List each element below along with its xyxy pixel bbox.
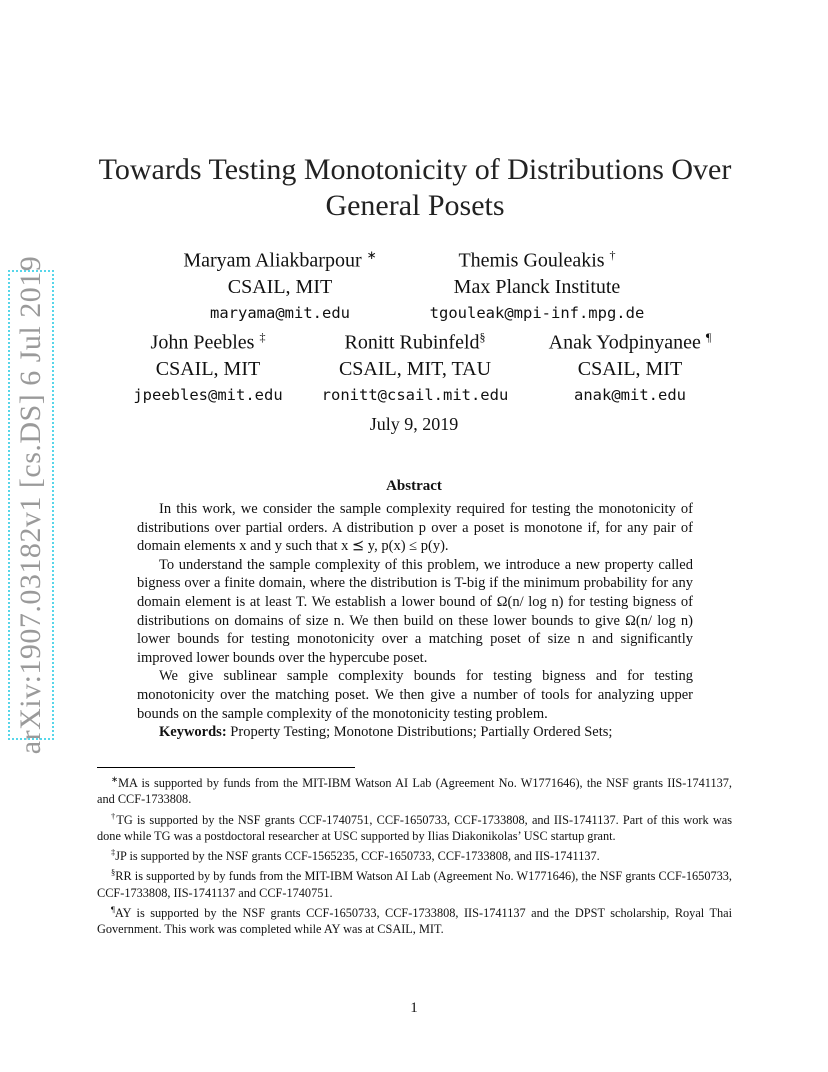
author-name: John Peebles bbox=[150, 331, 255, 354]
abstract-paragraph: To understand the sample complexity of this problem, we introduce a new property called bigness over a finite domain, where the distribution is T-big if the minimum probability for any domain element is at least T. We establish a lower bound of Ω(n/ log n) for testing bigness of distributions on domains of size n. We then build on these lower bounds to give Ω(n/ log n) lower bounds for testing monotonicity over a matching poset of size n and significantly improved lower bounds over the hypercube poset. bbox=[137, 556, 693, 666]
author-email[interactable]: jpeebles@mit.edu bbox=[133, 385, 283, 404]
footnote-mark: ∗ bbox=[111, 774, 119, 784]
footnote-mark: § bbox=[479, 330, 486, 344]
author-block bbox=[310, 324, 520, 408]
author-name: Maryam Aliakbarpour bbox=[183, 249, 362, 272]
abstract-body bbox=[137, 500, 693, 742]
footnote-mark: ¶ bbox=[705, 330, 712, 344]
footnote-mark: ‡ bbox=[259, 330, 266, 344]
footnote-text: TG is supported by the NSF grants CCF-1740751, CCF-1650733, CCF-1733808, and IIS-1741137. Part of this work was done while TG was a postdoctoral researcher at USC supported by Ilias Diakonikolas’ USC startup grant. bbox=[97, 812, 733, 843]
footnotes bbox=[97, 771, 732, 937]
footnote bbox=[97, 901, 732, 938]
arxiv-id: arXiv:1907.03182v1 [cs.DS] 6 Jul 2019 bbox=[14, 255, 47, 755]
author-affiliation: CSAIL, MIT, TAU bbox=[338, 357, 492, 380]
paper-title: Towards Testing Monotonicity of Distributions Over General Posets bbox=[98, 153, 732, 222]
author-name: Ronitt Rubinfeld bbox=[344, 331, 480, 354]
footnote-mark: § bbox=[111, 867, 116, 878]
footnote bbox=[97, 844, 732, 864]
footnote-mark: ∗ bbox=[366, 248, 377, 262]
paper-date: July 9, 2019 bbox=[369, 414, 459, 434]
author-email[interactable]: tgouleak@mpi-inf.mpg.de bbox=[429, 303, 645, 322]
author-block bbox=[525, 324, 735, 408]
keywords-label: Keywords: bbox=[159, 724, 227, 741]
footnote-mark: † bbox=[111, 810, 117, 821]
author-block bbox=[103, 324, 313, 408]
author-affiliation: CSAIL, MIT bbox=[577, 357, 683, 380]
footnote-rule bbox=[97, 767, 355, 768]
author-email[interactable]: anak@mit.edu bbox=[574, 385, 686, 404]
author-block bbox=[160, 242, 400, 326]
footnote-text: MA is supported by funds from the MIT-IBM Watson AI Lab (Agreement No. W1771646), the NSF grants IIS-1741137, and CCF-1733808. bbox=[97, 776, 732, 807]
footnote bbox=[97, 771, 732, 808]
abstract-paragraph: In this work, we consider the sample complexity required for testing the monotonicity of distributions over partial orders. A distribution p over a poset is monotone if, for any pair of domain elements x and y such that x ⪯ y, p(x) ≤ p(y). bbox=[137, 501, 693, 555]
author-email[interactable]: ronitt@csail.mit.edu bbox=[321, 385, 509, 404]
footnote-text: AY is supported by the NSF grants CCF-1650733, CCF-1733808, IIS-1741137 and the DPST scholarship, Royal Thai Government. This work was completed while AY was at CSAIL, MIT. bbox=[97, 905, 732, 937]
footnote bbox=[97, 864, 732, 901]
author-email[interactable]: maryama@mit.edu bbox=[210, 303, 350, 322]
keywords-text: Property Testing; Monotone Distributions; Partially Ordered Sets; bbox=[230, 724, 613, 741]
footnote-mark: † bbox=[609, 248, 616, 262]
page-number: 1 bbox=[410, 1000, 418, 1016]
author-affiliation: CSAIL, MIT bbox=[227, 275, 333, 298]
arxiv-stamp bbox=[8, 255, 54, 755]
author-block bbox=[412, 242, 662, 326]
footnote-mark: ¶ bbox=[111, 903, 115, 914]
author-affiliation: Max Planck Institute bbox=[453, 275, 621, 298]
author-name: Themis Gouleakis bbox=[458, 249, 605, 272]
abstract-paragraph: We give sublinear sample complexity bounds for testing bigness and for testing monotonicity over the matching poset. We then give a number of tools for analyzing upper bounds on the sample complexity of the monotonicity testing problem. bbox=[137, 668, 693, 722]
footnote-mark: ‡ bbox=[111, 847, 116, 857]
author-name: Anak Yodpinyanee bbox=[548, 331, 701, 354]
author-affiliation: CSAIL, MIT bbox=[155, 357, 261, 380]
keywords bbox=[137, 723, 693, 742]
footnote bbox=[97, 808, 732, 845]
footnote-text: RR is supported by by funds from the MIT-IBM Watson AI Lab (Agreement No. W1771646), the NSF grants CCF-1650733, CCF-1733808, IIS-1741137 and CCF-1740751. bbox=[97, 869, 732, 900]
footnote-text: JP is supported by the NSF grants CCF-1565235, CCF-1650733, CCF-1733808, and IIS-1741137. bbox=[115, 849, 600, 864]
abstract-heading: Abstract bbox=[386, 478, 442, 494]
